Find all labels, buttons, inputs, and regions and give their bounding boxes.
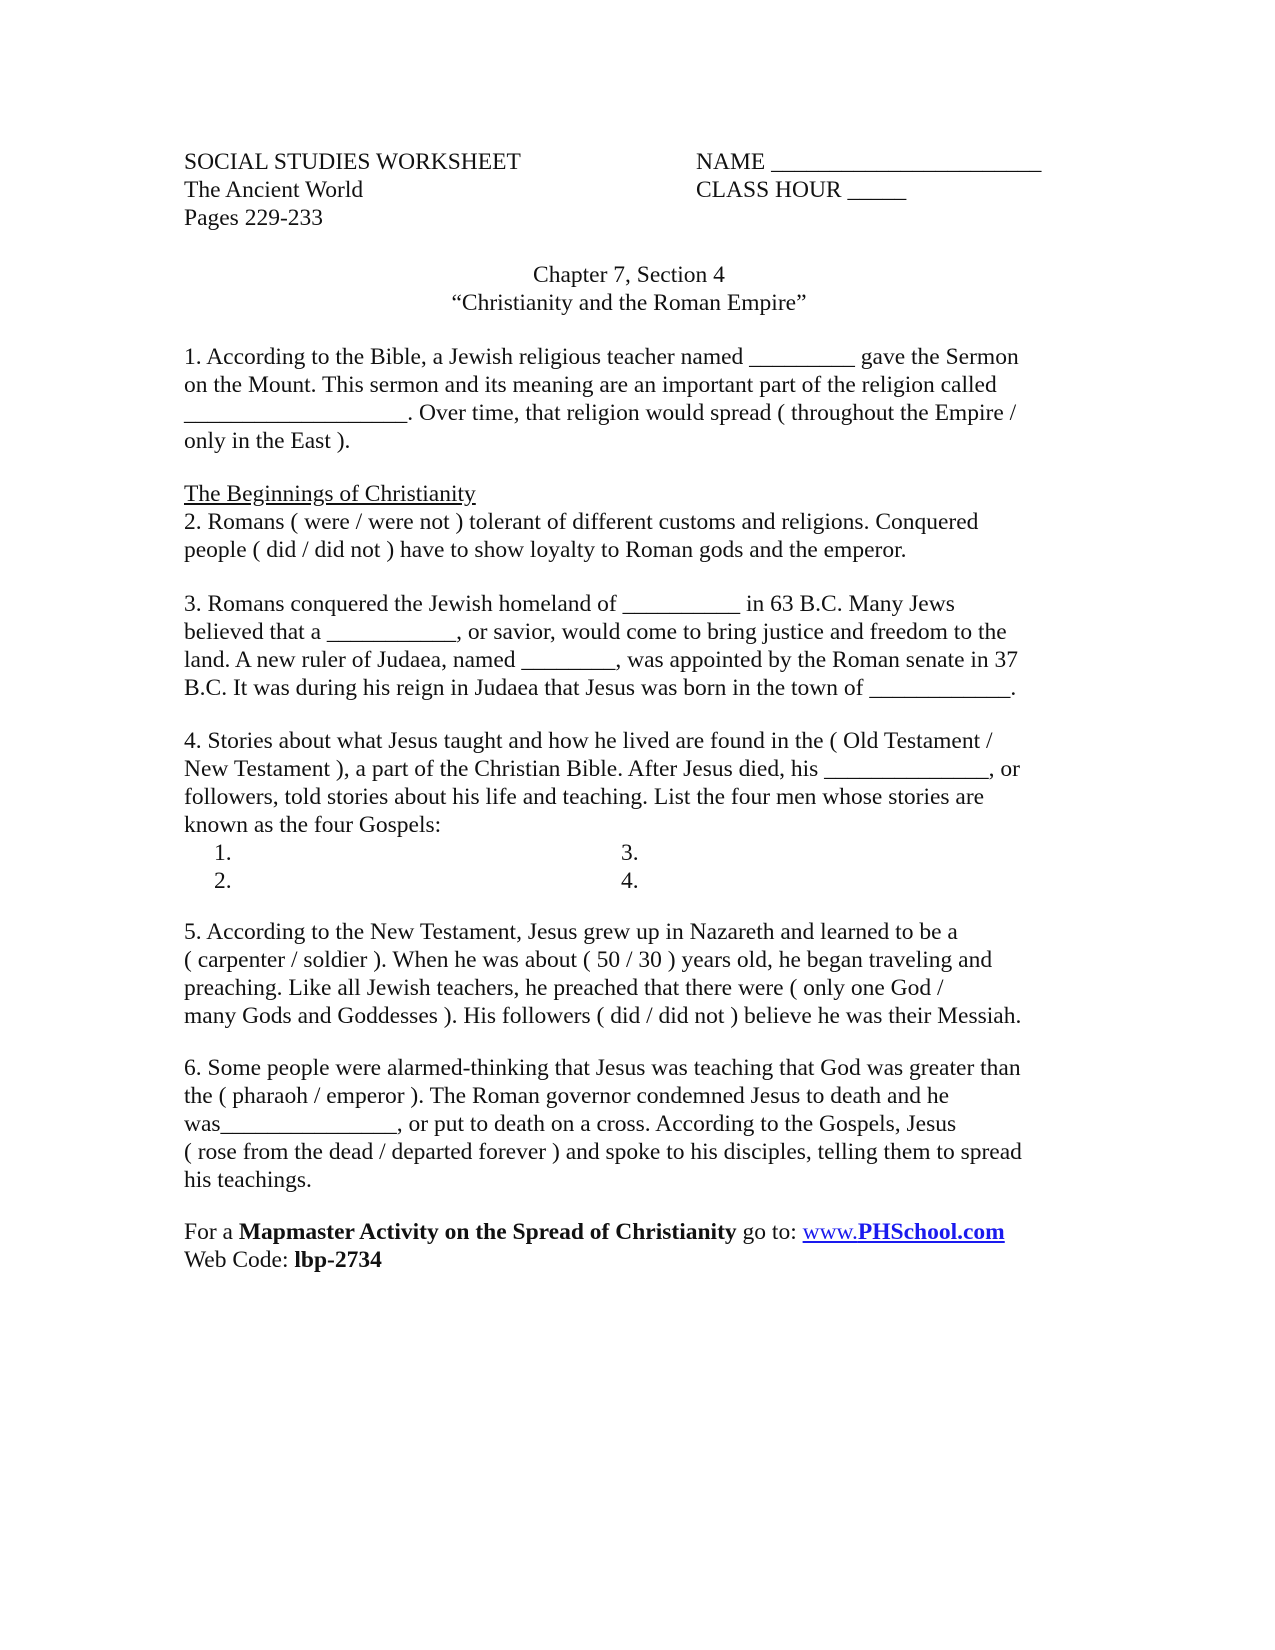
chapter-title: “Christianity and the Roman Empire” xyxy=(451,290,807,316)
gospel-row xyxy=(184,840,1084,868)
footer xyxy=(184,1219,1084,1275)
q6-line: was_______________, or put to death on a cross. According to the Gospels, Jesus xyxy=(184,1111,957,1137)
q2-line: people ( did / did not ) have to show loyalty to Roman gods and the emperor. xyxy=(184,537,907,563)
q5-line: many Gods and Goddesses ). His followers ( did / did not ) believe he was their Messiah. xyxy=(184,1003,1022,1029)
q1-line: ___________________. Over time, that religion would spread ( throughout the Empire / xyxy=(184,400,1017,426)
q4-line: 4. Stories about what Jesus taught and how he lived are found in the ( Old Testament / xyxy=(184,728,993,754)
q4-line: New Testament ), a part of the Christian Bible. After Jesus died, his ______________, or xyxy=(184,756,1020,782)
section-heading-block xyxy=(184,481,1084,509)
phschool-link[interactable] xyxy=(803,1219,1005,1245)
q5-line: preaching. Like all Jewish teachers, he preached that there were ( only one God / xyxy=(184,975,944,1001)
footer-prefix: For a xyxy=(184,1219,239,1245)
course-name: The Ancient World xyxy=(184,177,364,203)
page-range: Pages 229-233 xyxy=(184,205,324,231)
footer-goto: go to: xyxy=(736,1219,803,1245)
q6-line: ( rose from the dead / departed forever ) and spoke to his disciples, telling them to spread xyxy=(184,1139,1022,1165)
activity-name: Mapmaster Activity on the Spread of Christianity xyxy=(238,1219,737,1245)
question-6 xyxy=(184,1055,1084,1195)
question-3 xyxy=(184,591,1084,703)
q5-line: ( carpenter / soldier ). When he was about ( 50 / 30 ) years old, he began traveling and xyxy=(184,947,993,973)
q6-line: his teachings. xyxy=(184,1167,312,1193)
chapter-heading xyxy=(184,262,1074,318)
webcode-label: Web Code: xyxy=(184,1247,295,1273)
chapter-section: Chapter 7, Section 4 xyxy=(533,262,725,288)
question-4 xyxy=(184,728,1084,896)
footer-activity-line xyxy=(184,1219,1084,1247)
worksheet-title: SOCIAL STUDIES WORKSHEET xyxy=(184,149,521,175)
link-prefix: www. xyxy=(802,1219,858,1245)
class-hour-field: CLASS HOUR _____ xyxy=(696,177,907,203)
q5-line: 5. According to the New Testament, Jesus grew up in Nazareth and learned to be a xyxy=(184,919,958,945)
gospel-number-3: 3. xyxy=(621,840,639,866)
q2-line: 2. Romans ( were / were not ) tolerant of different customs and religions. Conquered xyxy=(184,509,979,535)
q3-line: believed that a ___________, or savior, would come to bring justice and freedom to the xyxy=(184,619,1007,645)
q3-line: land. A new ruler of Judaea, named ________, was appointed by the Roman senate in 37 xyxy=(184,647,1019,673)
header-left xyxy=(184,149,521,233)
name-field: NAME _______________________ xyxy=(696,149,1042,175)
q6-line: 6. Some people were alarmed-thinking that Jesus was teaching that God was greater than xyxy=(184,1055,1021,1081)
header-right xyxy=(696,149,1041,205)
question-2 xyxy=(184,509,1084,565)
q4-line: known as the four Gospels: xyxy=(184,812,442,838)
gospel-number-1: 1. xyxy=(214,840,232,866)
q3-line: B.C. It was during his reign in Judaea that Jesus was born in the town of ____________. xyxy=(184,675,1017,701)
footer-webcode-line xyxy=(184,1247,1084,1275)
section-heading: The Beginnings of Christianity xyxy=(184,481,476,507)
gospel-row xyxy=(184,868,1084,896)
question-5 xyxy=(184,919,1084,1031)
q1-line: only in the East ). xyxy=(184,428,351,454)
link-domain: PHSchool.com xyxy=(857,1219,1005,1245)
webcode-value: lbp-2734 xyxy=(294,1247,382,1273)
question-1 xyxy=(184,344,1084,456)
gospel-number-4: 4. xyxy=(621,868,639,894)
q4-line: followers, told stories about his life and teaching. List the four men whose stories are xyxy=(184,784,985,810)
q6-line: the ( pharaoh / emperor ). The Roman governor condemned Jesus to death and he xyxy=(184,1083,950,1109)
q3-line: 3. Romans conquered the Jewish homeland of __________ in 63 B.C. Many Jews xyxy=(184,591,955,617)
q1-line: on the Mount. This sermon and its meaning are an important part of the religion called xyxy=(184,372,997,398)
gospel-number-2: 2. xyxy=(214,868,232,894)
q1-line: 1. According to the Bible, a Jewish religious teacher named _________ gave the Sermon xyxy=(184,344,1019,370)
